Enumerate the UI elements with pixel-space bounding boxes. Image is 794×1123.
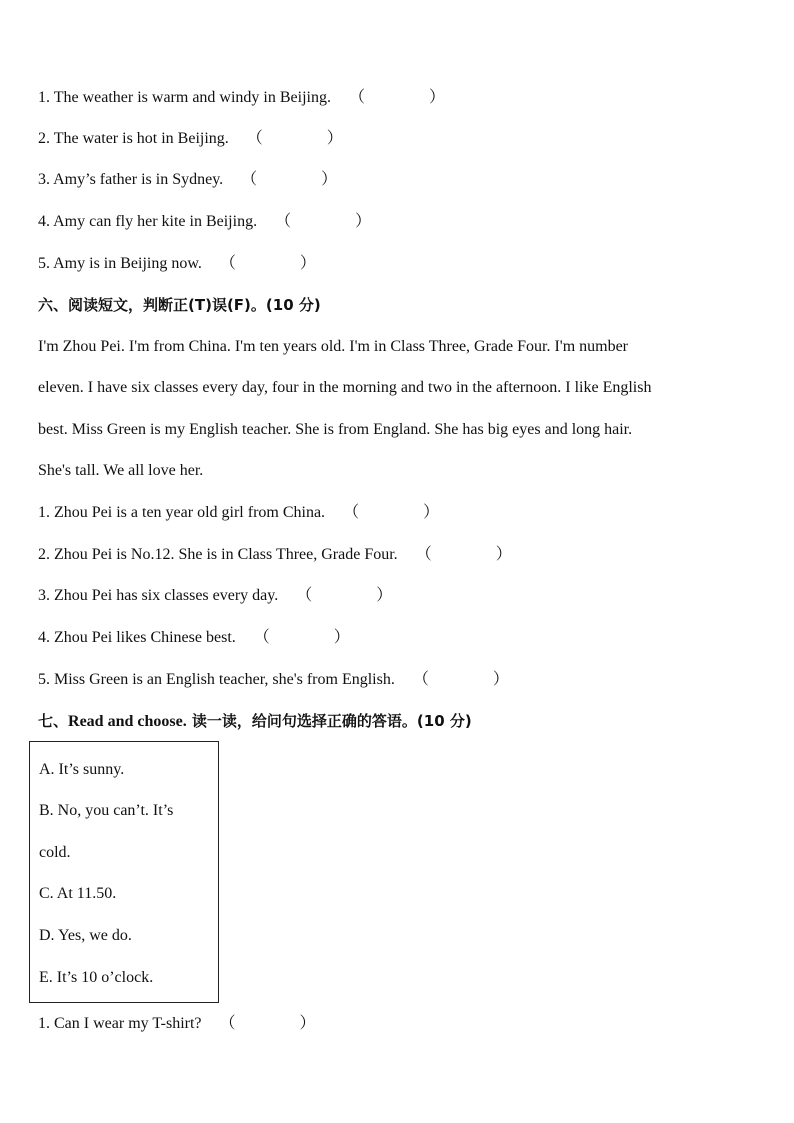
passage-line: I'm Zhou Pei. I'm from China. I'm ten years old. I'm in Class Three, Grade Four. I'm number	[38, 338, 629, 355]
answer-blank[interactable]: （ ）	[241, 171, 338, 188]
question-item	[38, 254, 316, 274]
question-item	[38, 586, 392, 606]
question-item	[38, 545, 512, 565]
answer-blank[interactable]: （ ）	[343, 504, 440, 521]
answer-blank[interactable]: （ ）	[275, 213, 372, 230]
passage-line: best. Miss Green is my English teacher. She is from England. She has big eyes and long hair.	[38, 421, 633, 438]
question-text: 1. Zhou Pei is a ten year old girl from China.	[38, 504, 326, 521]
section-heading	[38, 711, 472, 732]
question-text: 3. Amy’s father is in Sydney.	[38, 171, 224, 188]
option-c: C. At 11.50.	[39, 885, 117, 902]
options-box	[29, 741, 219, 1003]
question-item	[38, 670, 509, 690]
question-text: 5. Miss Green is an English teacher, she's from English.	[38, 671, 395, 688]
answer-blank[interactable]: （ ）	[412, 671, 509, 688]
question-text: 2. Zhou Pei is No.12. She is in Class Three, Grade Four.	[38, 546, 398, 563]
passage-line: She's tall. We all love her.	[38, 462, 204, 479]
answer-blank[interactable]: （ ）	[219, 1015, 316, 1032]
question-text: 3. Zhou Pei has six classes every day.	[38, 587, 279, 604]
answer-blank[interactable]: （ ）	[253, 629, 350, 646]
passage-line: eleven. I have six classes every day, four in the morning and two in the afternoon. I like English	[38, 379, 652, 396]
option-a: A. It’s sunny.	[39, 761, 125, 778]
question-item	[38, 170, 337, 190]
question-text: 5. Amy is in Beijing now.	[38, 255, 202, 272]
answer-blank[interactable]: （ ）	[246, 130, 343, 147]
answer-blank[interactable]: （ ）	[348, 89, 445, 106]
question-item	[38, 129, 343, 149]
answer-blank[interactable]: （ ）	[296, 587, 393, 604]
section-heading: 六、阅读短文，判断正(T)误(F)。(10 分)	[38, 296, 321, 314]
option-b: B. No, you can’t. It’s	[39, 802, 174, 819]
option-e: E. It’s 10 o’clock.	[39, 969, 154, 986]
option-b-continued: cold.	[39, 844, 71, 861]
question-item	[38, 212, 371, 232]
question-item	[38, 503, 439, 523]
question-text: 1. Can I wear my T-shirt?	[38, 1015, 202, 1032]
question-item	[38, 628, 350, 648]
heading-number: 七、	[38, 712, 69, 730]
question-text: 1. The weather is warm and windy in Beijing.	[38, 89, 331, 106]
answer-blank[interactable]: （ ）	[415, 546, 512, 563]
question-text: 4. Amy can fly her kite in Beijing.	[38, 213, 258, 230]
question-item	[38, 88, 445, 108]
question-text: 2. The water is hot in Beijing.	[38, 130, 229, 147]
answer-blank[interactable]: （ ）	[219, 255, 316, 272]
question-text: 4. Zhou Pei likes Chinese best.	[38, 629, 236, 646]
question-item	[38, 1014, 316, 1034]
option-d: D. Yes, we do.	[39, 927, 132, 944]
heading-chinese: 读一读，给问句选择正确的答语。(10 分)	[186, 712, 472, 730]
heading-english: Read and choose.	[68, 713, 187, 730]
